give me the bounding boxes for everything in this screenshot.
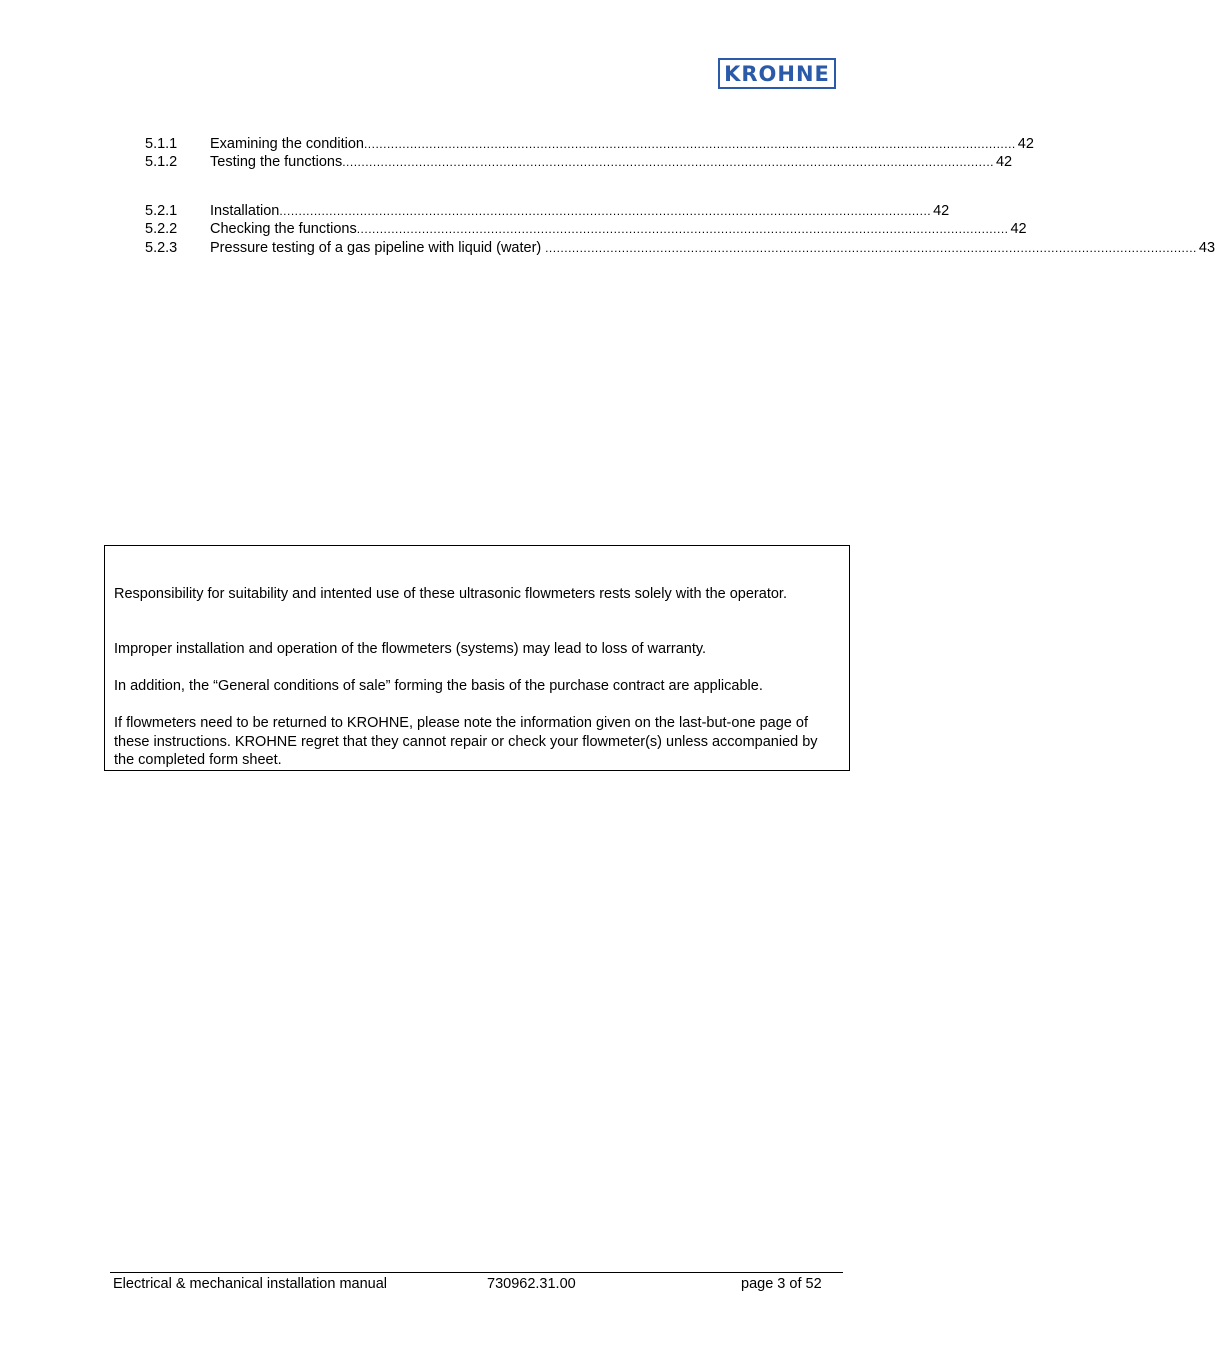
toc-entry-title: Pressure testing of a gas pipeline with liquid (water): [210, 240, 542, 256]
toc-entry-page: 42: [1010, 221, 1027, 237]
toc-entry[interactable]: [145, 135, 1034, 153]
toc-entry-page: 43: [1198, 240, 1215, 256]
toc-entry-page: 42: [933, 203, 950, 219]
toc-entry-number: 5.2.2: [145, 221, 178, 237]
footer-page-number: page 3 of 52: [741, 1276, 822, 1292]
toc-leader-dots: ..........................................................................................................................................................................: [279, 204, 932, 218]
toc-entry-page: 42: [995, 154, 1013, 170]
toc-entry-title: Examining the condition: [210, 136, 364, 152]
toc-entry-number: 5.2.1: [145, 203, 178, 219]
toc-entry-title: Checking the functions: [210, 221, 357, 237]
toc-entry-number: 5.2.3: [145, 240, 178, 256]
footer-divider: [110, 1272, 843, 1273]
toc-entry-number: 5.1.2: [145, 154, 178, 170]
toc-leader-dots: ..........................................................................................................................................................................: [356, 222, 1009, 236]
notice-box: [104, 545, 850, 771]
notice-paragraph: In addition, the “General conditions of sale” forming the basis of the purchase contract are applicable.: [114, 678, 763, 694]
toc-entry[interactable]: [145, 239, 1215, 257]
toc-leader-dots: ..........................................................................................................................................................................: [342, 155, 994, 169]
toc-entry[interactable]: [145, 202, 950, 220]
toc-leader-dots: ..........................................................................................................................................................................: [541, 241, 1197, 255]
toc-leader-dots: ..........................................................................................................................................................................: [363, 137, 1016, 151]
toc-entry[interactable]: [145, 153, 1013, 171]
notice-paragraph: If flowmeters need to be returned to KROHNE, please note the information given on the last-but-one page of these instructions. KROHNE regret that they cannot repair or check your flowmeter(s) unless accompanied by the completed form sheet.: [114, 715, 818, 768]
notice-paragraph: Improper installation and operation of the flowmeters (systems) may lead to loss of warranty.: [114, 641, 707, 657]
notice-paragraph: Responsibility for suitability and intented use of these ultrasonic flowmeters rests solely with the operator.: [114, 586, 787, 602]
footer-doc-number: 730962.31.00: [487, 1276, 576, 1292]
toc-entry-title: Testing the functions: [210, 154, 343, 170]
toc-entry-title: Installation: [210, 203, 280, 219]
toc-entry-page: 42: [1017, 136, 1034, 152]
toc-entry-number: 5.1.1: [145, 136, 178, 152]
krohne-logo: KROHNE: [718, 58, 836, 89]
toc-entry[interactable]: [145, 220, 1027, 238]
footer-title: Electrical & mechanical installation manual: [113, 1276, 388, 1292]
